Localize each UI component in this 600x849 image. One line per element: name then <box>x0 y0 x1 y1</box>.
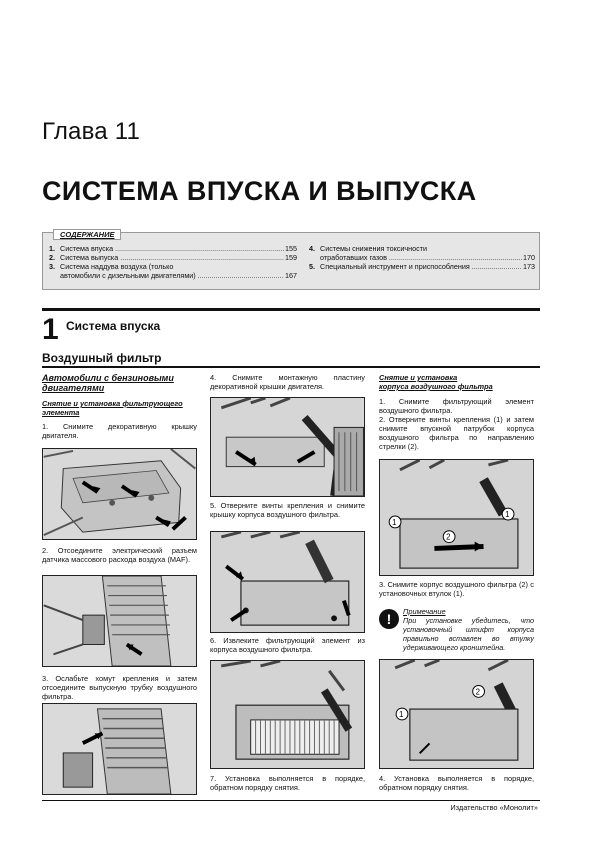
section-title: Система впуска <box>66 319 161 333</box>
toc-item-page: 159 <box>285 253 297 262</box>
toc-column-left <box>49 244 297 280</box>
figure-label-2: 2 <box>446 532 451 542</box>
column-3-step-4 <box>379 774 534 792</box>
toc-item-number: 3. <box>49 262 55 271</box>
column-3 <box>379 373 534 451</box>
toc-item[interactable] <box>49 253 297 262</box>
toc-column-right <box>309 244 535 271</box>
col1-subheading: Снятие и установка фильтрующего элемента <box>42 399 183 417</box>
col3-step-4: 4. Установка выполняется в порядке, обратном порядку снятия. <box>379 774 534 792</box>
subsection-header <box>42 350 540 368</box>
column-2-step-7 <box>210 774 365 792</box>
figure-filter-element <box>210 660 365 769</box>
column-2-step-5 <box>210 501 365 519</box>
subsection-title: Воздушный фильтр <box>42 351 162 365</box>
filter-housing-illustration <box>380 660 533 768</box>
toc-item-text-line1: Система наддува воздуха (только <box>60 262 174 271</box>
col2-step-6: 6. Извлеките фильтрующий элемент из корпуса воздушного фильтра. <box>210 636 365 654</box>
publisher-name: Издательство «Монолит» <box>450 803 538 812</box>
toc-item-text: Специальный инструмент и приспособления ..... <box>320 262 522 271</box>
toc-item-text: отработавших газов ..... <box>320 253 522 262</box>
col3-heading-line1: Снятие и установка <box>379 373 458 382</box>
col2-step-5: 5. Отверните винты крепления и снимите крышку корпуса воздушного фильтра. <box>210 501 365 519</box>
figure-maf-sensor <box>42 575 197 667</box>
col2-step-4: 4. Снимите монтажную пластину декоративной крышки двигателя. <box>210 373 365 391</box>
toc-item[interactable] <box>49 262 297 271</box>
intake-hose-illustration <box>43 704 196 794</box>
note-box <box>379 607 534 655</box>
table-of-contents <box>42 232 540 290</box>
toc-item-continued[interactable] <box>49 271 297 280</box>
col3-heading-line2: корпуса воздушного фильтра <box>379 382 493 391</box>
column-3-step-3 <box>379 580 534 598</box>
column-1-step-3 <box>42 674 197 701</box>
figure-engine-cover <box>42 448 197 540</box>
figure-filter-housing <box>379 659 534 769</box>
col3-step-2: 2. Отверните винты крепления (1) и затем снимите впускной патрубок корпуса воздушного фильтра по направлению стрелки (2). <box>379 415 534 451</box>
toc-item-number: 5. <box>309 262 315 271</box>
toc-heading: СОДЕРЖАНИЕ <box>53 229 121 240</box>
column-2-step-6 <box>210 636 365 654</box>
toc-item-text: автомобили с дизельными двигателями) ..... <box>60 271 284 280</box>
footer-divider <box>42 800 540 801</box>
col1-step-3: 3. Ослабьте хомут крепления и затем отсоедините выпускную трубку воздушного фильтра. <box>42 674 197 701</box>
page-title: СИСТЕМА ВПУСКА И ВЫПУСКА <box>42 176 477 206</box>
col1-heading: Автомобили с бензиновыми двигателями <box>42 373 174 393</box>
filter-cover-illustration <box>211 532 364 632</box>
toc-item-page: 173 <box>523 262 535 271</box>
toc-item-number: 4. <box>309 244 315 253</box>
toc-item[interactable] <box>49 244 297 253</box>
toc-item-page: 167 <box>285 271 297 280</box>
engine-cover-illustration <box>43 449 196 539</box>
note-heading: Примечание <box>403 607 446 616</box>
intake-duct-illustration <box>380 460 533 575</box>
figure-label-1: 1 <box>505 510 510 520</box>
warning-icon: ! <box>379 609 399 629</box>
figure-label-1: 1 <box>392 517 397 527</box>
col1-step-2: 2. Отсоедините электрический разъем датчика массового расхода воздуха (MAF). <box>42 546 197 564</box>
section-header <box>42 308 540 346</box>
column-1-step-2 <box>42 546 197 564</box>
figure-filter-cover <box>210 531 365 633</box>
figure-mounting-plate <box>210 397 365 497</box>
figure-label-2: 2 <box>475 687 481 697</box>
toc-item-text: Система выпуска ..... <box>60 253 284 262</box>
filter-element-illustration <box>211 661 364 768</box>
note-text: При установке убедитесь, что установочный штифт корпуса правильно вставлен во втулку удерживающего кронштейна. <box>403 616 534 652</box>
col3-step-1: 1. Снимите фильтрующий элемент воздушного фильтра. <box>379 397 534 415</box>
mounting-plate-illustration <box>211 398 364 496</box>
chapter-label: Глава 11 <box>42 118 141 145</box>
toc-item[interactable] <box>309 262 535 271</box>
column-1 <box>42 373 197 440</box>
toc-item-text-line1: Системы снижения токсичности <box>320 244 428 253</box>
toc-item-number: 2. <box>49 253 55 262</box>
maf-sensor-illustration <box>43 576 196 666</box>
col1-step-1: 1. Снимите декоративную крышку двигателя. <box>42 422 197 440</box>
toc-item[interactable] <box>309 244 535 253</box>
figure-intake-hose <box>42 703 197 795</box>
toc-item-page: 155 <box>285 244 297 253</box>
toc-item-text: Система впуска ..... <box>60 244 284 253</box>
column-2 <box>210 373 365 391</box>
toc-item-number: 1. <box>49 244 55 253</box>
section-number: 1 <box>42 313 59 346</box>
col3-step-3: 3. Снимите корпус воздушного фильтра (2) с установочных втулок (1). <box>379 580 534 598</box>
toc-item-continued[interactable] <box>309 253 535 262</box>
figure-label-1: 1 <box>399 709 404 719</box>
col2-step-7: 7. Установка выполняется в порядке, обратном порядку снятия. <box>210 774 365 792</box>
toc-item-page: 170 <box>523 253 535 262</box>
figure-intake-duct <box>379 459 534 576</box>
